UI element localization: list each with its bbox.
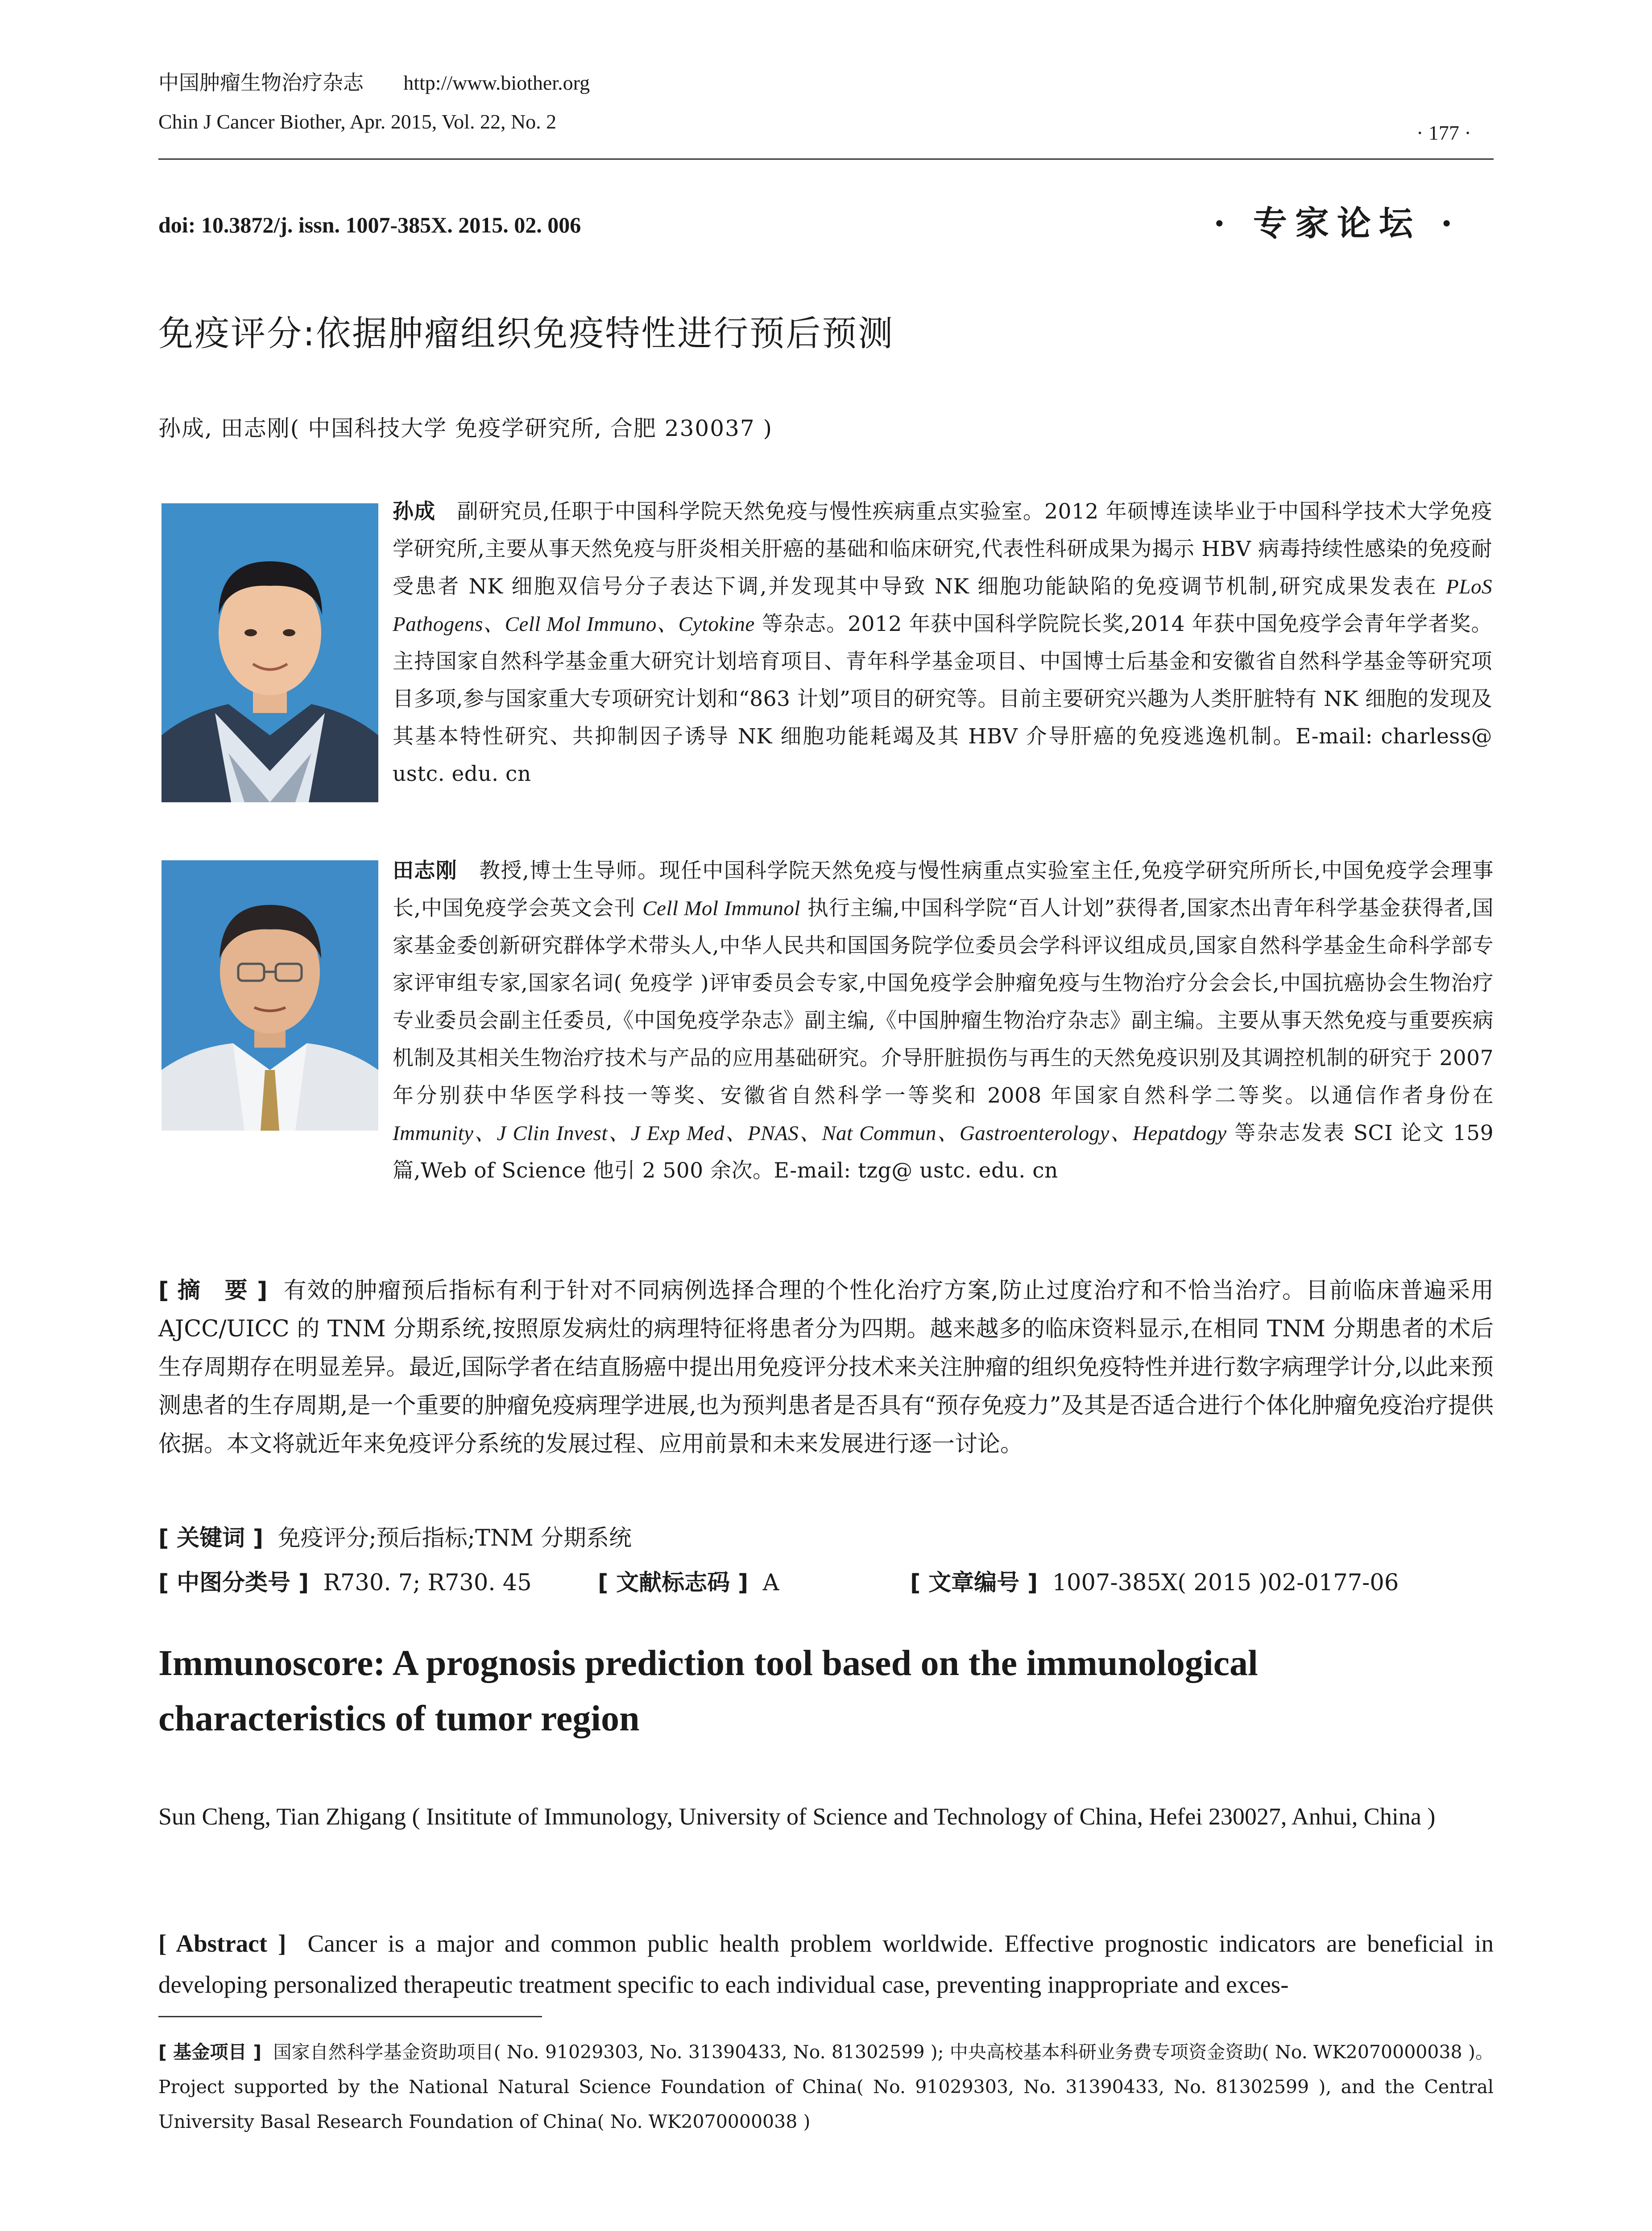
- keywords: [158, 1519, 632, 1552]
- doi[interactable]: doi: 10.3872/j. issn. 1007-385X. 2015. 02. 006: [158, 212, 581, 237]
- bio-journals: PLoS Pathogens、Cell Mol Immuno、Cytokine: [393, 575, 1492, 636]
- bio-text-cont: 等杂志。2012 年获中国科学院院长奖,2014 年获中国免疫学会青年学者奖。主持国家自然科学基金重大研究计划培育项目、青年科学基金项目、中国博士后基金和安徽省自然科学基金等研究项目多项,参与国家重大专项研究计划和“863 计划”项目的研究等。目前主要研究兴趣为人类肝脏特有 NK 细胞的发现及其基本特性研究、共抑制因子诱导 NK 细胞功能耗竭及其 HBV 介导肝癌的免疫逃逸机制。E-mail: charless@ ustc. edu. cn: [393, 612, 1492, 786]
- funding-label: [ 基金项目 ]: [158, 2041, 262, 2063]
- art-value: 1007-385X( 2015 )02-0177-06: [1052, 1570, 1399, 1596]
- clc-number: [158, 1564, 532, 1597]
- bio-name: 孙成: [393, 499, 436, 524]
- article-title-zh: 免疫评分:依据肿瘤组织免疫特性进行预后预测: [158, 314, 894, 354]
- bio-journal: Cell Mol Immunol: [642, 897, 800, 920]
- author-bio-sun-cheng: [393, 493, 1492, 793]
- journal-citation-en: Chin J Cancer Biother, Apr. 2015, Vol. 22, No. 2: [158, 110, 557, 133]
- page-number: · 177 ·: [1416, 121, 1471, 144]
- header-rule: [158, 158, 1494, 160]
- abstract-zh-label: [ 摘 要 ]: [158, 1277, 268, 1304]
- footnote-rule: [158, 2016, 542, 2017]
- doc-label: [ 文献标志码 ]: [598, 1570, 749, 1596]
- clc-label: [ 中图分类号 ]: [158, 1570, 309, 1596]
- authors-en: Sun Cheng, Tian Zhigang ( Insititute of Immunology, University of Science and Technology of China, Hefei 230027, Anhui, China ): [158, 1803, 1436, 1830]
- journal-name-zh: 中国肿瘤生物治疗杂志: [158, 70, 364, 95]
- abstract-en: [158, 1923, 1494, 2005]
- abstract-zh: [158, 1272, 1494, 1464]
- author-bio-tian-zhigang: [158, 852, 1494, 1190]
- article-title-en: Immunoscore: A prognosis prediction tool based on the immunological characteristics of tumor region: [158, 1642, 1258, 1738]
- bio-text: 副研究员,任职于中国科学院天然免疫与慢性疾病重点实验室。2012 年硕博连读毕业于中国科学技术大学免疫学研究所,主要从事天然免疫与肝炎相关肝癌的基础和临床研究,代表性科研成果为揭示 HBV 病毒持续性感染的免疫耐受患者 NK 细胞双信号分子表达下调,并发现其中导致 NK 细胞功能缺陷的免疫调节机制,研究成果发表在: [393, 499, 1492, 599]
- abstract-en-label: [ Abstract ]: [158, 1930, 286, 1957]
- abstract-en-text: Cancer is a major and common public health problem worldwide. Effective prognostic indicators are beneficial in developing personalized therapeutic treatment specific to each individual case, preventing inappropriate and exces-: [158, 1930, 1494, 1998]
- keywords-text: 免疫评分;预后指标;TNM 分期系统: [277, 1525, 632, 1551]
- bio-text-end: 等杂志发表 SCI 论文 159 篇,Web of Science 他引 2 500 余次。E-mail: tzg@ ustc. edu. cn: [393, 1121, 1494, 1183]
- clc-value: R730. 7; R730. 45: [323, 1570, 532, 1596]
- keywords-label: [ 关键词 ]: [158, 1525, 264, 1551]
- bio-text: 教授,博士生导师。现任中国科学院天然免疫与慢性病重点实验室主任,免疫学研究所所长,中国免疫学会理事长,中国免疫学会英文会刊: [393, 858, 1494, 921]
- authors-zh: 孙成, 田志刚( 中国科技大学 免疫学研究所, 合肥 230037 ): [158, 415, 773, 441]
- abstract-zh-text: 有效的肿瘤预后指标有利于针对不同病例选择合理的个性化治疗方案,防止过度治疗和不恰当治疗。目前临床普遍采用 AJCC/UICC 的 TNM 分期系统,按照原发病灶的病理特征将患者分为四期。越来越多的临床资料显示,在相同 TNM 分期患者的术后生存周期存在明显差异。最近,国际学者在结直肠癌中提出用免疫评分技术来关注肿瘤的组织免疫特性并进行数字病理学计分,以此来预测患者的生存周期,是一个重要的肿瘤免疫病理学进展,也为预判患者是否具有“预存免疫力”及其是否适合进行个体化肿瘤免疫治疗提供依据。本文将就近年来免疫评分系统的发展过程、应用前景和未来发展进行逐一讨论。: [158, 1277, 1494, 1457]
- bio-journals: Immunity、J Clin Invest、J Exp Med、PNAS、Nat Commun、Gastroenterology、Hepatdogy: [393, 1122, 1227, 1145]
- author-photo-sun-cheng: [161, 503, 378, 802]
- bio-text-cont: 执行主编,中国科学院“百人计划”获得者,国家杰出青年科学基金获得者,国家基金委创新研究群体学术带头人,中华人民共和国国务院学位委员会学科评议组成员,国家自然科学基金生命科学部专家评审组专家,国家名词( 免疫学 )评审委员会专家,中国免疫学会肿瘤免疫与生物治疗分会会长,中国抗癌协会生物治疗专业委员会副主任委员,《中国免疫学杂志》副主编,《中国肿瘤生物治疗杂志》副主编。主要从事天然免疫与重要疾病机制及其相关生物治疗技术与产品的应用基础研究。介导肝脏损伤与再生的天然免疫识别及其调控机制的研究于 2007 年分别获中华医学科技一等奖、安徽省自然科学一等奖和 2008 年国家自然科学二等奖。以通信作者身份在: [393, 896, 1494, 1108]
- journal-url[interactable]: http://www.biother.org: [403, 71, 590, 94]
- photo-spacer: [158, 852, 393, 1160]
- column-label: · 专家论坛 ·: [1213, 203, 1461, 243]
- funding-text: 国家自然科学基金资助项目( No. 91029303, No. 31390433, No. 81302599 ); 中央高校基本科研业务费专项资金资助( No. WK2070000038 )。Project supported by the National Natural Science Foundation of China( No. 91029303, No. 31390433, No. 81302599 ), and the Central University Basal Research Foundation of China( No. WK2070000038 ): [158, 2041, 1494, 2132]
- running-header: [158, 70, 590, 95]
- doc-value: A: [762, 1570, 779, 1596]
- funding-footnote: [158, 2035, 1494, 2139]
- article-number: [910, 1564, 1399, 1597]
- document-code: [598, 1564, 779, 1597]
- art-label: [ 文章编号 ]: [910, 1570, 1038, 1596]
- bio-name: 田志刚: [393, 858, 458, 883]
